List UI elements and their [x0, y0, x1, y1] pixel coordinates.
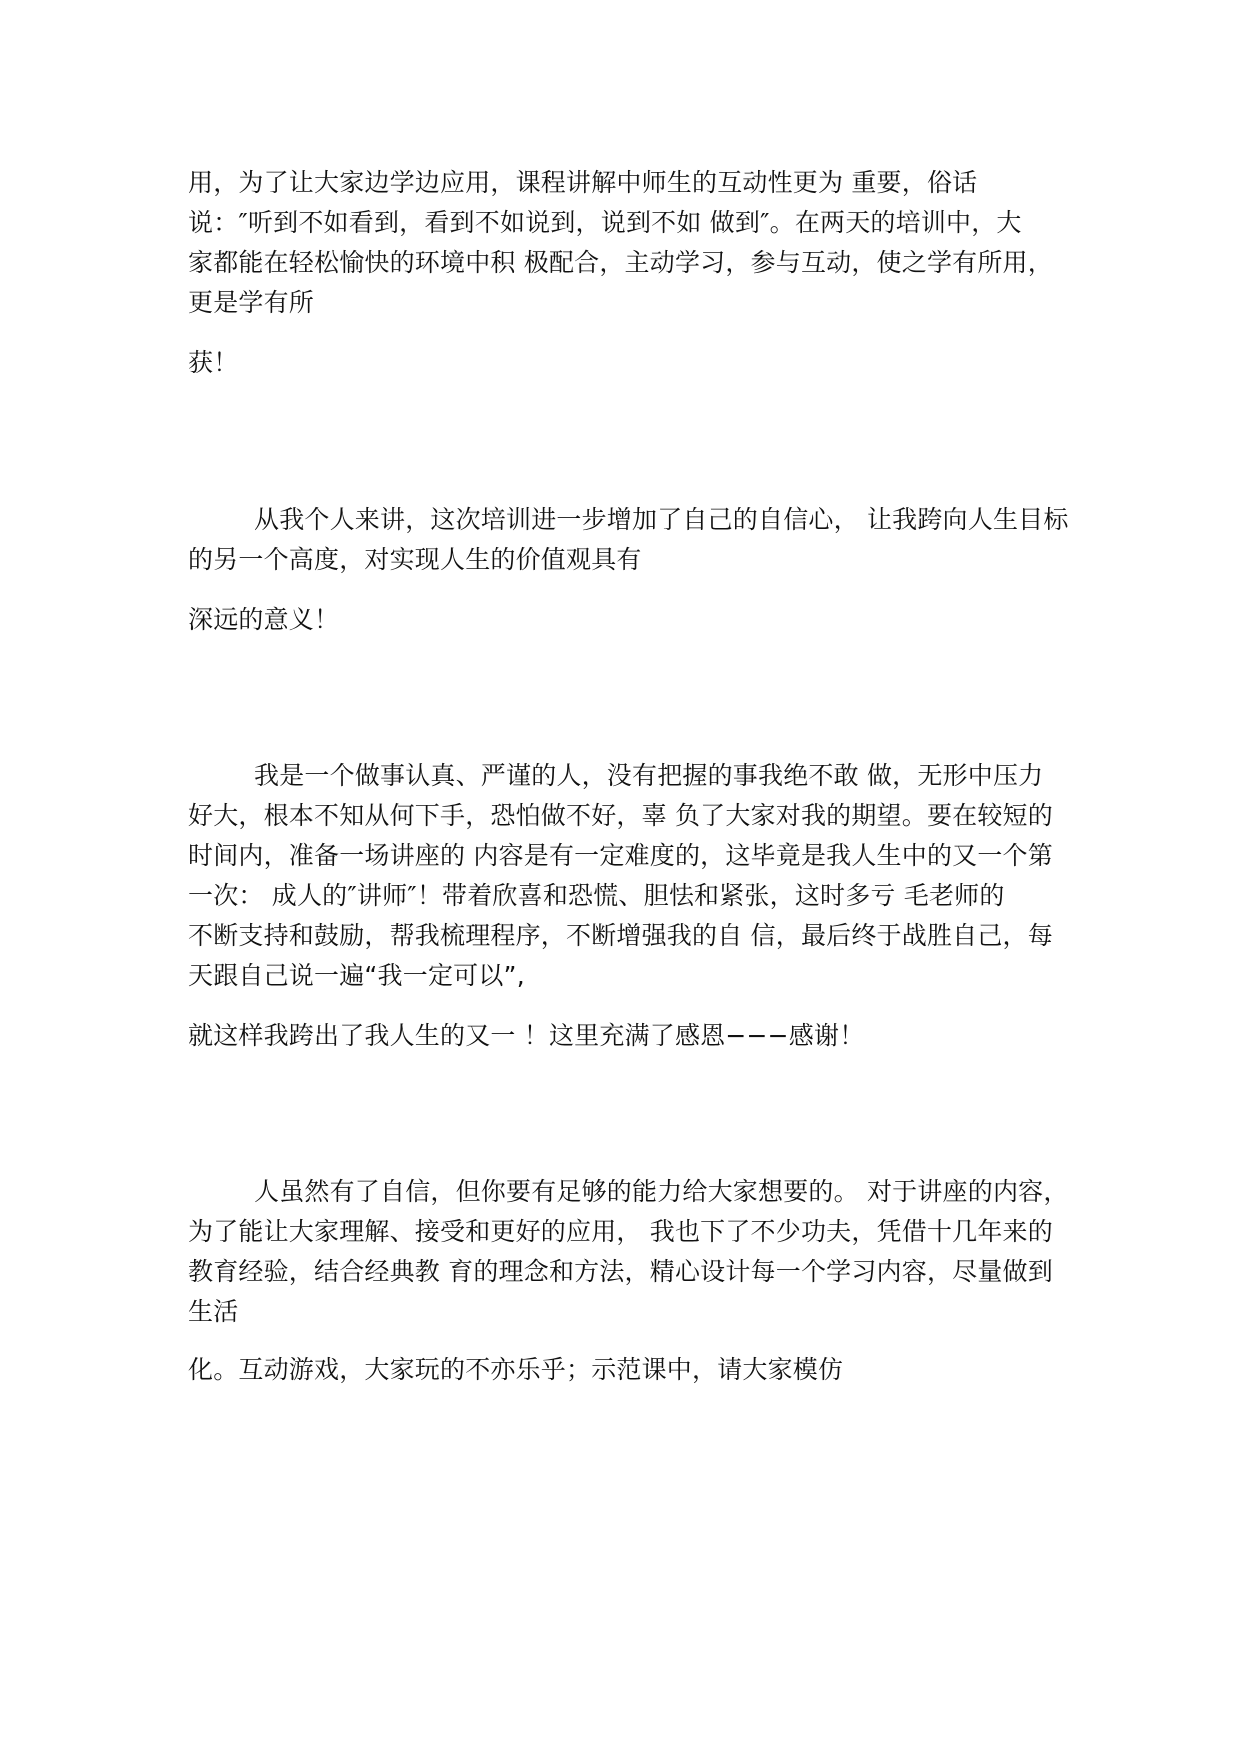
text-line: 不断支持和鼓励，帮我梳理程序，不断增强我的自 信，最后终于战胜自己，每 — [188, 921, 1053, 950]
text-line: 为了能让大家理解、接受和更好的应用， 我也下了不少功夫，凭借十几年来的 — [188, 1217, 1053, 1246]
paragraph-1 — [188, 163, 1058, 323]
paragraph-4-tail — [188, 1350, 1058, 1390]
paragraph-3 — [188, 756, 1058, 996]
text-line: 化。互动游戏，大家玩的不亦乐乎；示范课中，请大家模仿 — [188, 1355, 844, 1384]
text-line: 用，为了让大家边学边应用，课程讲解中师生的互动性更为 重要，俗话 — [188, 168, 978, 197]
text-line: 好大，根本不知从何下手，恐怕做不好，辜 负了大家对我的期望。要在较短的 — [188, 801, 1053, 830]
paragraph-3-tail — [188, 1016, 1058, 1056]
text-line: 天跟自己说一遍“我一定可以”, — [188, 961, 525, 990]
text-line: 从我个人来讲，这次培训进一步增加了自己的自信心， 让我跨向人生目标 — [254, 505, 1069, 534]
text-line: 更是学有所 — [188, 288, 315, 317]
text-line: 生活 — [188, 1297, 239, 1326]
text-line: 一次： 成人的″讲师″！带着欣喜和恐慌、胆怯和紧张，这时多亏 毛老师的 — [188, 881, 1005, 910]
paragraph-4 — [188, 1172, 1069, 1332]
paragraph-2-tail — [188, 600, 1058, 640]
text-line: 我是一个做事认真、严谨的人，没有把握的事我绝不敢 做，无形中压力 — [254, 761, 1044, 790]
text-line: 获！ — [188, 348, 239, 377]
text-line: 教育经验，结合经典教 育的理念和方法，精心设计每一个学习内容，尽量做到 — [188, 1257, 1053, 1286]
text-line: 的另一个高度，对实现人生的价值观具有 — [188, 545, 642, 574]
text-line: 就这样我跨出了我人生的又一 ！这里充满了感恩−−−感谢！ — [188, 1021, 865, 1050]
text-line: 家都能在轻松愉快的环境中积 极配合，主动学习，参与互动，使之学有所用， — [188, 248, 1053, 277]
text-line: 深远的意义！ — [188, 605, 340, 634]
text-line: 人虽然有了自信，但你要有足够的能力给大家想要的。 对于讲座的内容， — [254, 1177, 1069, 1206]
paragraph-1-tail — [188, 343, 1058, 383]
text-line: 时间内，准备一场讲座的 内容是有一定难度的，这毕竟是我人生中的又一个第 — [188, 841, 1053, 870]
text-line: 说：″听到不如看到，看到不如说到，说到不如 做到″。在两天的培训中，大 — [188, 208, 1022, 237]
paragraph-2 — [188, 500, 1069, 580]
